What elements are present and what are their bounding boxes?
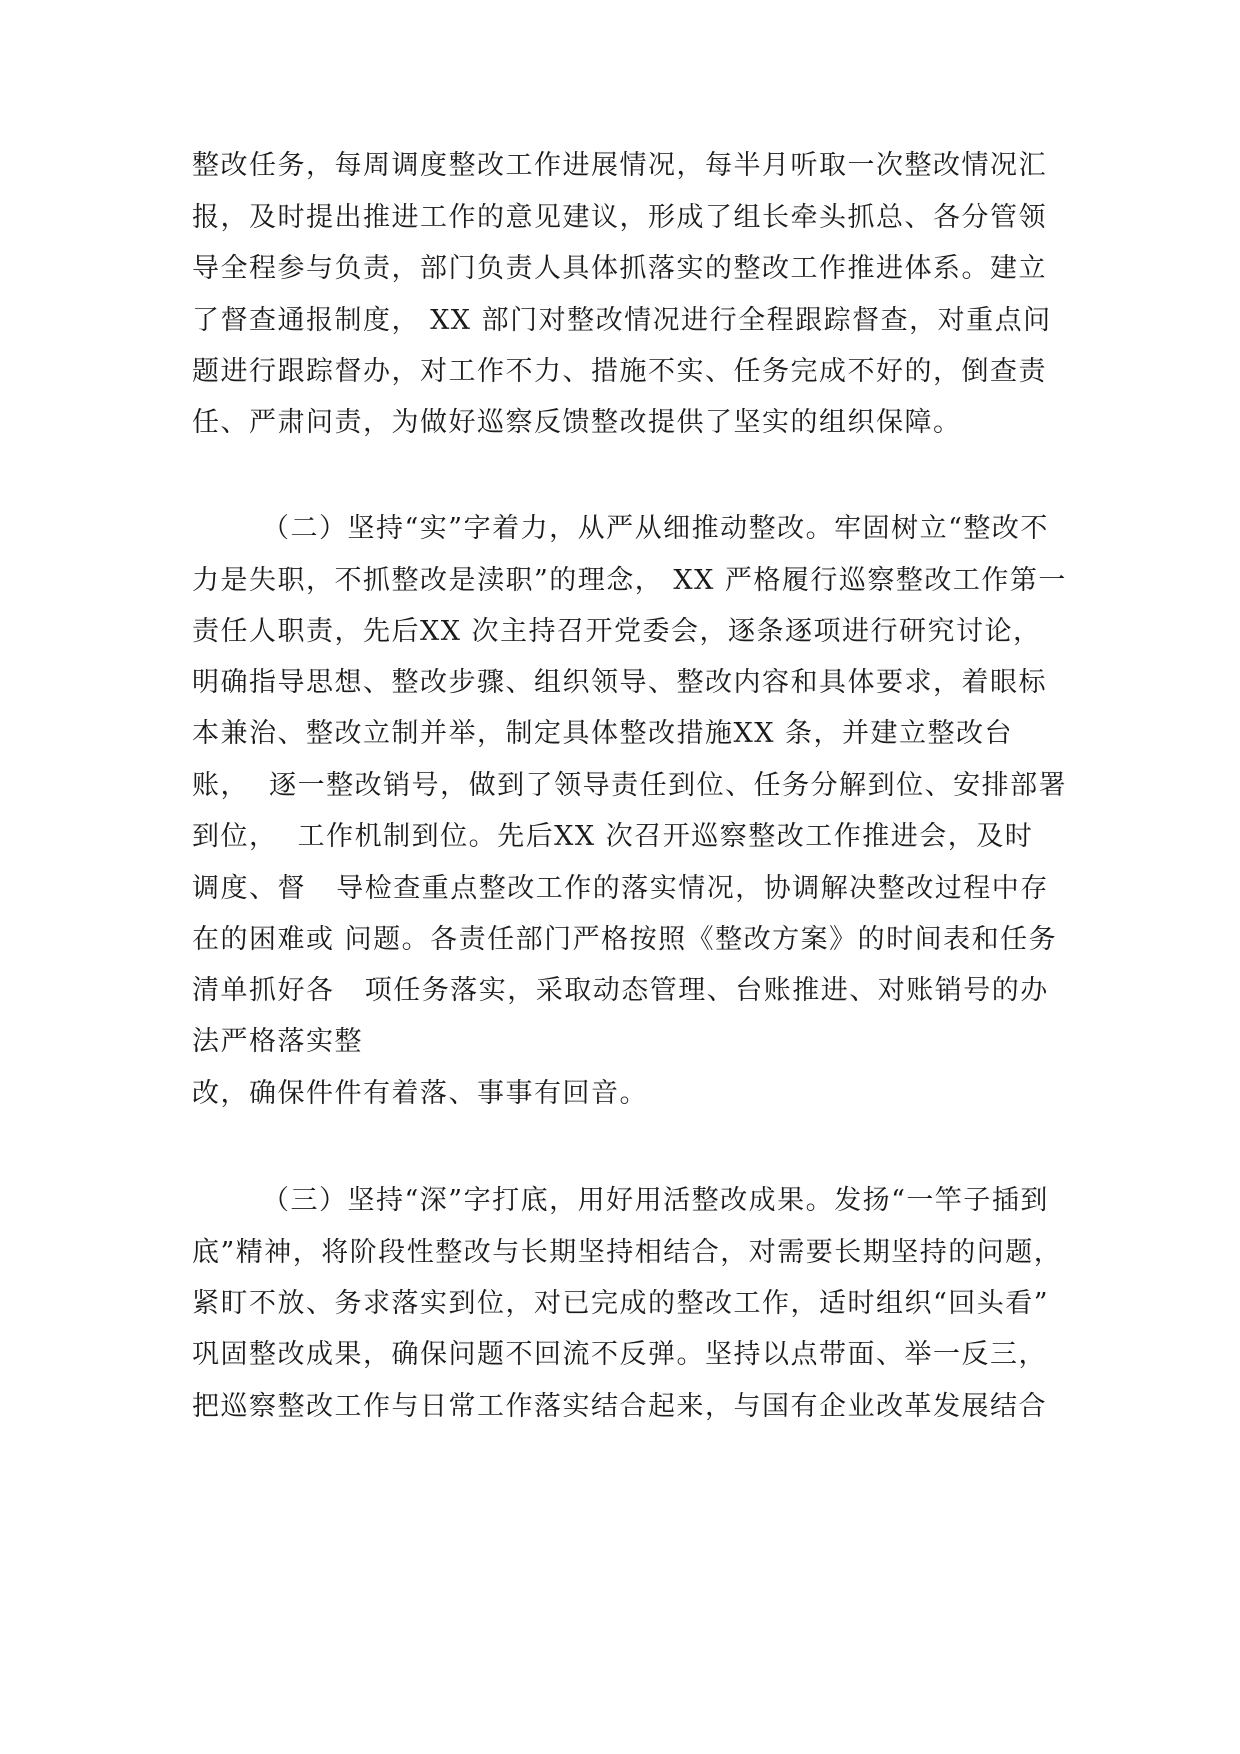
paragraph-2-line-11: 法严格落实整 [192, 1026, 363, 1057]
paragraph-3-line-1: （三）坚持“深”字打底，用好用活整改成果。发扬“一竿子插到 [262, 1185, 1049, 1216]
paragraph-3-line-3: 紧盯不放、务求落实到位，对已完成的整改工作，适时组织“回头看” [192, 1288, 1050, 1319]
paragraph-2-line-7: 到位， 工作机制到位。先后XX 次召开巡察整改工作推进会，及时 [192, 821, 1034, 852]
paragraph-1-line-5: 题进行跟踪督办，对工作不力、措施不实、任务完成不好的，倒查责 [192, 356, 1047, 387]
paragraph-3-line-4: 巩固整改成果，确保问题不回流不反弹。坚持以点带面、举一反三， [192, 1339, 1047, 1370]
paragraph-2-line-3: 责任人职责，先后XX 次主持召开党委会，逐条逐项进行研究讨论， [192, 616, 1042, 647]
paragraph-2-line-5: 本兼治、整改立制并举，制定具体整改措施XX 条，并建立整改台 [192, 718, 1014, 749]
paragraph-2-line-12: 改，确保件件有着落、事事有回音。 [192, 1078, 648, 1109]
paragraph-1-line-2: 报，及时提出推进工作的意见建议，形成了组长牵头抓总、各分管领 [192, 202, 1047, 233]
paragraph-3-line-5: 把巡察整改工作与日常工作落实结合起来，与国有企业改革发展结合 [192, 1391, 1047, 1422]
paragraph-2-line-6: 账， 逐一整改销号，做到了领导责任到位、任务分解到位、安排部署 [192, 770, 1068, 801]
paragraph-2-line-8: 调度、督 导检查重点整改工作的落实情况，协调解决整改过程中存 [192, 873, 1049, 904]
paragraph-2-line-10: 清单抓好各 项任务落实，采取动态管理、台账推进、对账销号的办 [192, 975, 1049, 1006]
paragraph-1-line-6: 任、严肃问责，为做好巡察反馈整改提供了坚实的组织保障。 [192, 407, 962, 438]
paragraph-1-line-4: 了督查通报制度， XX 部门对整改情况进行全程跟踪督查，对重点问 [192, 305, 1052, 336]
paragraph-2-line-9: 在的困难或 问题。各责任部门严格按照《整改方案》的时间表和任务 [192, 924, 1058, 955]
paragraph-2-line-4: 明确指导思想、整改步骤、组织领导、整改内容和具体要求，着眼标 [192, 667, 1047, 698]
paragraph-2-line-1: （二）坚持“实”字着力，从严从细推动整改。牢固树立“整改不 [262, 513, 1049, 544]
paragraph-3-line-2: 底”精神，将阶段性整改与长期坚持相结合，对需要长期坚持的问题， [192, 1237, 1063, 1268]
paragraph-1-line-1: 整改任务，每周调度整改工作进展情况，每半月听取一次整改情况汇 [192, 150, 1047, 181]
paragraph-2-line-2: 力是失职，不抓整改是渎职”的理念， XX 严格履行巡察整改工作第一 [192, 565, 1067, 596]
paragraph-1-line-3: 导全程参与负责，部门负责人具体抓落实的整改工作推进体系。建立 [192, 253, 1047, 284]
